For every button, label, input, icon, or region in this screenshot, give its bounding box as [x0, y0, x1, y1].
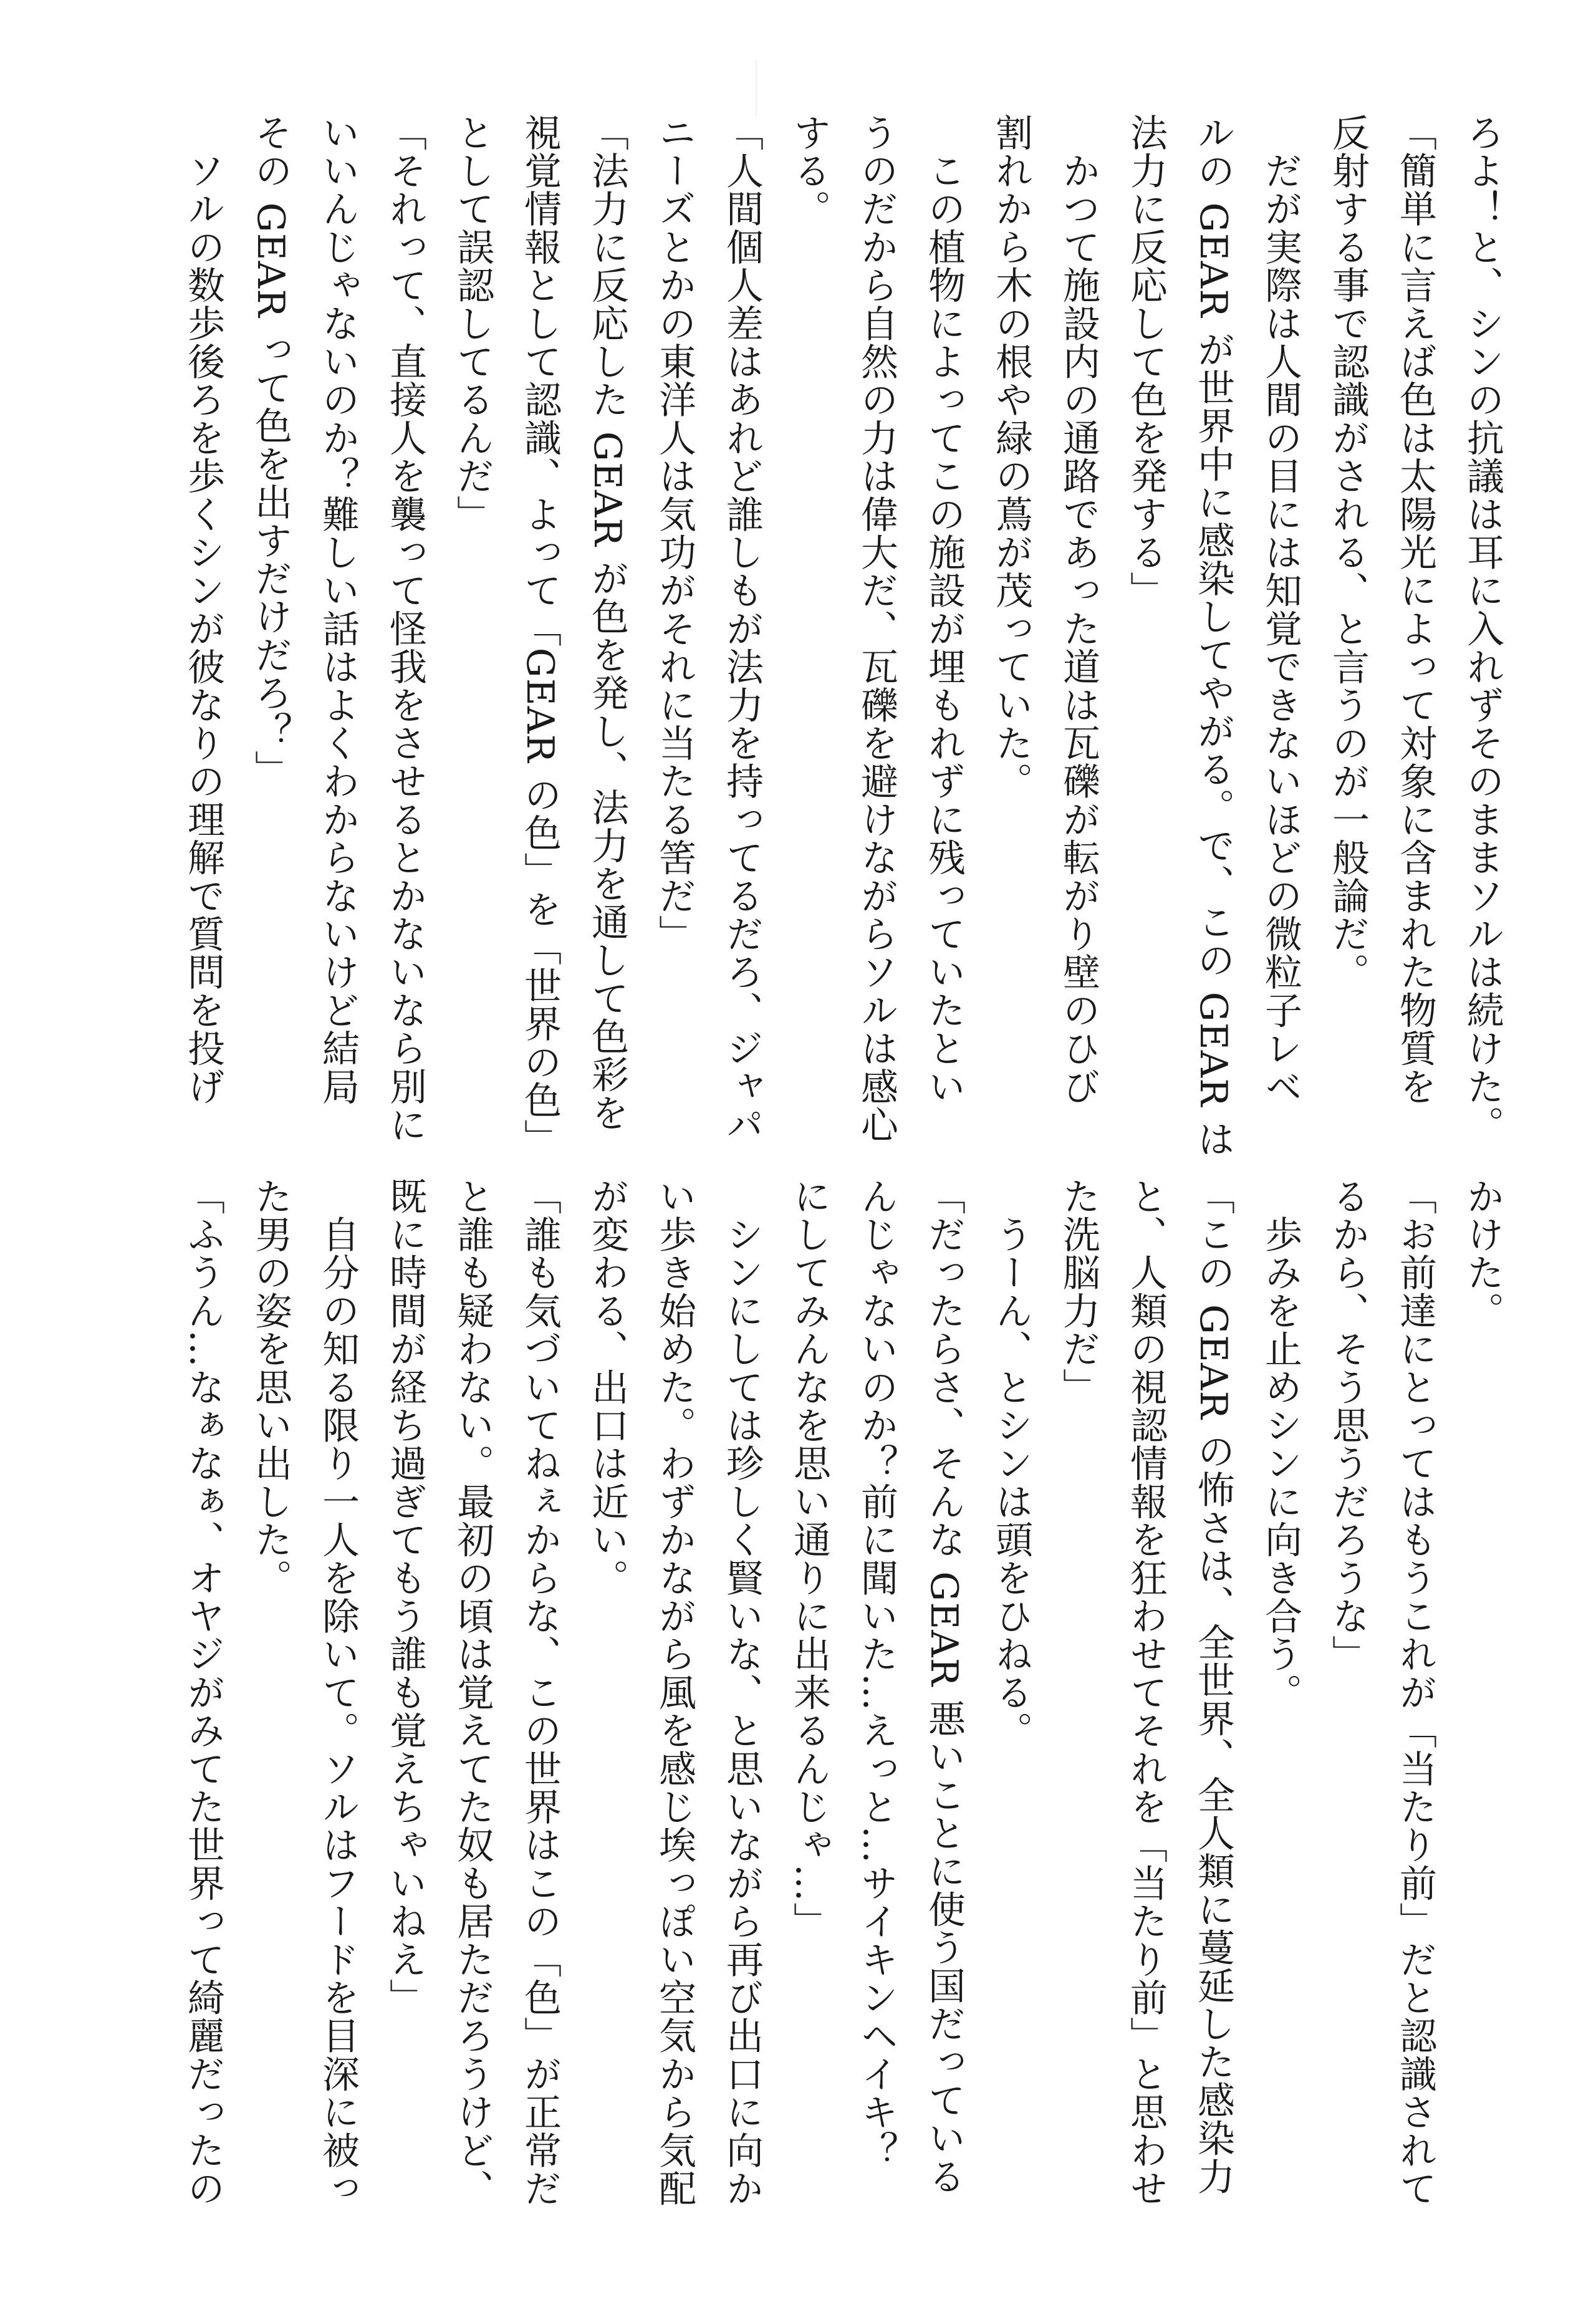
text-line: 「人間個人差はあれど誰しもが法力を持ってるだろ、ジャパ [720, 113, 764, 1144]
text-line: い歩き始めた。わずかながら風を感じ埃っぽい空気から気配 [653, 1177, 696, 2208]
text-line: 自分の知る限り一人を除いて。ソルはフードを目深に被っ [316, 1177, 360, 2208]
center-fold-mark [756, 60, 757, 116]
text-line: 割れから木の根や緑の蔦が茂っていた。 [989, 113, 1033, 801]
text-line: にしてみんなを思い通りに出来るんじゃ…」 [787, 1177, 831, 1940]
text-line: する。 [787, 113, 831, 228]
text-line: この植物によってこの施設が埋もれずに残っていたとい [922, 113, 966, 1106]
bottom-text-block [170, 1177, 1516, 2208]
text-line: 歩みを止めシンに向き合う。 [1259, 1177, 1302, 1712]
text-line: ろよ！と、シンの抗議は耳に入れずそのままソルは続けた。 [1461, 113, 1504, 1144]
text-line: 「ふうん…なぁなぁ、オヤジがみてた世界って綺麗だったの [181, 1177, 225, 2208]
text-line: ルの GEAR が世界中に感染してやがる。で、この GEAR は [1191, 113, 1235, 1158]
text-line: うーん、とシンは頭をひねる。 [989, 1177, 1033, 1750]
top-text-block [170, 113, 1516, 1158]
text-line: 「お前達にとってはもうこれが「当たり前」だと認識されて [1393, 1177, 1437, 2208]
text-line: 「法力に反応した GEAR が色を発し、法力を通して色彩を [585, 113, 629, 1132]
text-line: として誤認してるんだ」 [451, 113, 494, 534]
text-line: ニーズとかの東洋人は気功がそれに当たる筈だ」 [653, 113, 696, 953]
text-line: 「だったらさ、そんな GEAR 悪いことに使う国だっている [922, 1177, 966, 2196]
text-line: うのだから自然の力は偉大だ、瓦礫を避けながらソルは感心 [855, 113, 898, 1144]
text-line: と、人類の視認情報を狂わせてそれを「当たり前」と思わせ [1124, 1177, 1168, 2208]
text-line: いいんじゃないのか？難しい話はよくわからないけど結局 [316, 113, 360, 1106]
text-line: が変わる、出口は近い。 [585, 1177, 629, 1597]
text-line: んじゃないのか？前に聞いた…えっと…サイキンヘイキ？ [855, 1177, 898, 2170]
text-line: 既に時間が経ち過ぎてもう誰も覚えちゃいねえ」 [383, 1177, 427, 2017]
text-line: 法力に反応して色を発する」 [1124, 113, 1168, 610]
text-line: かけた。 [1461, 1177, 1504, 1330]
text-line: 「この GEAR の怖さは、全世界、全人類に蔓延した感染力 [1191, 1177, 1235, 2196]
text-line: た洗脳力だ」 [1057, 1177, 1100, 1407]
text-line: るから、そう思うだろうな」 [1326, 1177, 1370, 1673]
text-line: た男の姿を思い出した。 [249, 1177, 292, 1597]
text-line: だが実際は人間の目には知覚できないほどの微粒子レベ [1259, 113, 1302, 1106]
text-line: かつて施設内の通路であった道は瓦礫が転がり壁のひび [1057, 113, 1100, 1106]
text-line: 反射する事で認識がされる、と言うのが一般論だ。 [1326, 113, 1370, 991]
text-line: ソルの数歩後ろを歩くシンが彼なりの理解で質問を投げ [181, 113, 225, 1106]
text-line: と誰も疑わない。最初の頃は覚えてた奴も居ただろうけど、 [451, 1177, 494, 2208]
text-line: 「それって、直接人を襲って怪我をさせるとかないなら別に [383, 113, 427, 1144]
text-line: 「簡単に言えば色は太陽光によって対象に含まれた物質を [1393, 113, 1437, 1106]
text-line: その GEAR って色を出すだけだろ？」 [249, 113, 292, 789]
text-line: 「誰も気づいてねぇからな、この世界はこの「色」が正常だ [518, 1177, 562, 2208]
text-line: 視覚情報として認識、よって「GEAR の色」を「世界の色」 [518, 113, 562, 1158]
text-line: シンにしては珍しく賢いな、と思いながら再び出口に向か [720, 1177, 764, 2208]
